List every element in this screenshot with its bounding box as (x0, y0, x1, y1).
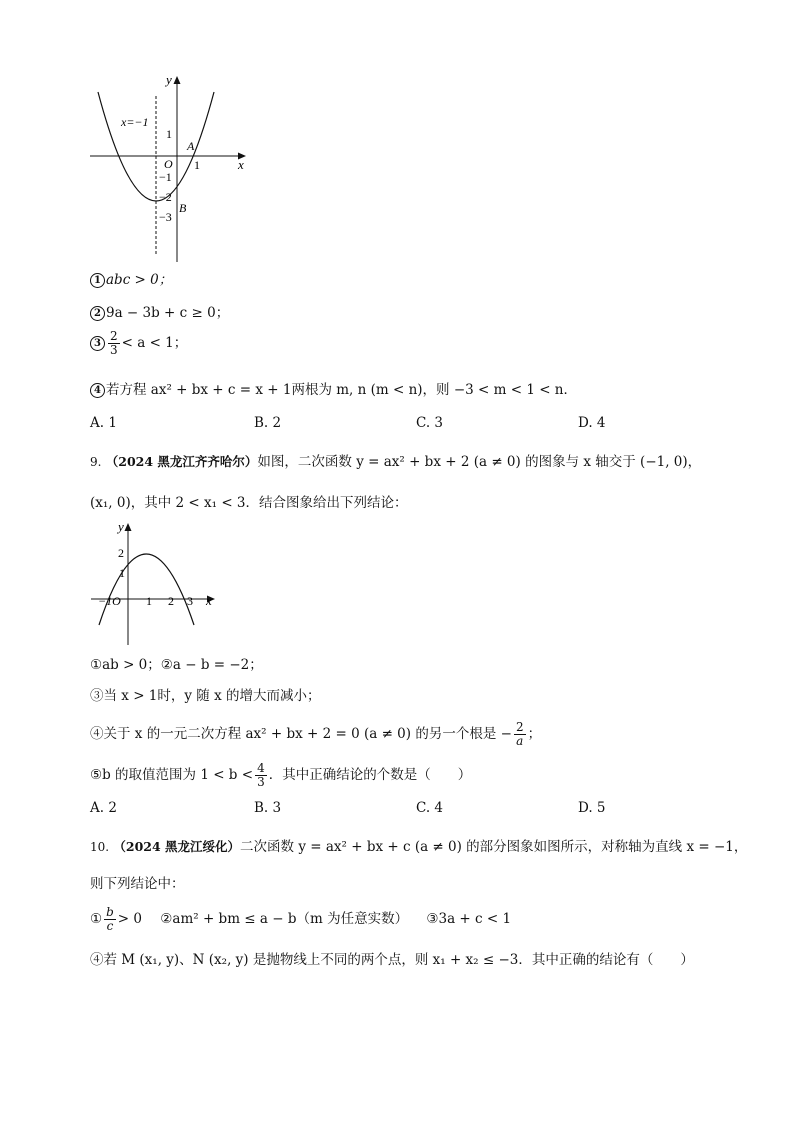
q9-option-d[interactable]: D. 5 (578, 800, 606, 816)
y-tick-1: 1 (119, 566, 125, 580)
point-a-label: A (187, 139, 195, 153)
q8-s3-text: < a < 1； (121, 335, 188, 351)
q8-s2-num: 2 (90, 306, 105, 321)
q9-number: 9. (90, 455, 102, 469)
q10-stem-2: 则下列结论中： (90, 876, 185, 892)
q10-statement-4 (90, 950, 694, 970)
q10-stem-line-1 (90, 837, 747, 857)
q10-stem-line-2 (90, 874, 185, 894)
y-axis-arrow (174, 76, 181, 84)
q9-s3: ③当 x > 1时，y 随 x 的增大而减小； (90, 688, 321, 704)
q9-s12: ①ab > 0；②a − b = −2； (90, 657, 263, 673)
q9-s5-fraction: $\frac{4}{3}$ (257, 761, 265, 789)
y-label-2: y (118, 519, 124, 534)
tick-m1: −1 (159, 170, 172, 184)
symmetry-label: x=−1 (121, 115, 149, 129)
tick-1-y: 1 (166, 127, 172, 141)
q10-number: 10. (90, 840, 110, 854)
q9-source: （2024 黑龙江齐齐哈尔） (105, 454, 258, 469)
q10-s4: ④若 M (x₁, y)、N (x₂, y) 是抛物线上不同的两个点，则 x₁ + x₂ ≤ −3．其中正确的结论有（ ） (90, 952, 694, 968)
x-label-2: x (206, 593, 212, 608)
q8-s1-num: 1 (90, 273, 105, 288)
q10-s2: ②am² + bm ≤ a − b（m 为任意实数） (160, 911, 409, 927)
q9-s4-fraction: $\frac{2}{a}$ (515, 720, 524, 748)
q8-s3-num: 3 (90, 336, 105, 351)
q9-statement-4 (90, 721, 541, 748)
q9-stem-2: (x₁, 0)，其中 2 < x₁ < 3．结合图象给出下列结论： (90, 495, 408, 511)
q10-s1-tail: > 0 (117, 911, 142, 927)
q8-option-c[interactable]: C. 3 (416, 415, 444, 431)
origin-2: −1O (98, 594, 121, 608)
y-axis-2-arrow (125, 523, 132, 531)
q10-statements-1-3 (90, 906, 511, 933)
q8-s4-num: 4 (90, 383, 105, 398)
figure-parabola-1 (88, 70, 258, 265)
q9-option-a[interactable]: A. 2 (90, 800, 117, 816)
q9-option-c[interactable]: C. 4 (416, 800, 444, 816)
x-tick-2: 2 (168, 594, 174, 608)
q10-stem-1: 二次函数 y = ax² + bx + c (a ≠ 0) 的部分图象如图所示，对称轴为直线 x = −1， (240, 839, 748, 855)
q9-stem-1: 如图，二次函数 y = ax² + bx + 2 (a ≠ 0) 的图象与 x 轴交于 (−1, 0)， (257, 454, 702, 470)
q8-statement-2 (90, 303, 229, 323)
q8-option-d[interactable]: D. 4 (578, 415, 606, 431)
q8-s1-text: abc > 0； (106, 272, 173, 288)
q8-statement-4 (90, 380, 577, 400)
q9-s5-head: ⑤b 的取值范围为 1 < b < (90, 767, 254, 783)
q8-s3-fraction: $\frac{2}{3}$ (110, 329, 118, 357)
origin-label: O (164, 157, 173, 171)
q9-statements-1-2 (90, 655, 263, 675)
x-label: x (238, 157, 244, 172)
tick-m3: −3 (159, 210, 172, 224)
q10-s1-fraction: $\frac{b}{c}$ (106, 905, 114, 933)
q9-stem-line-2 (90, 493, 408, 513)
q10-s3: ③3a + c < 1 (426, 911, 512, 927)
y-label: y (166, 72, 172, 87)
q9-statement-5 (90, 762, 471, 789)
tick-m2: −2 (159, 190, 172, 204)
q9-s4-tail: ； (527, 726, 542, 742)
q8-s2-text: 9a − 3b + c ≥ 0； (106, 305, 230, 321)
q8-statement-3 (90, 330, 187, 357)
q8-option-a[interactable]: A. 1 (90, 415, 117, 431)
q8-option-b[interactable]: B. 2 (254, 415, 282, 431)
parabola-curve-2 (99, 554, 194, 625)
q10-s1-head: ① (90, 911, 103, 927)
figure-parabola-2 (88, 518, 223, 650)
q8-s4-text: 若方程 ax² + bx + c = x + 1两根为 m, n (m < n)，则 −3 < m < 1 < n． (106, 382, 578, 398)
q9-option-b[interactable]: B. 3 (254, 800, 282, 816)
q9-s5-tail: ．其中正确结论的个数是（ ） (268, 767, 472, 783)
q9-stem-line-1 (90, 452, 701, 472)
q9-statement-3 (90, 686, 321, 706)
tick-1-x: 1 (194, 158, 200, 172)
x-tick-3: 3 (187, 594, 193, 608)
y-tick-2: 2 (118, 546, 124, 560)
q10-source: （2024 黑龙江绥化） (113, 839, 241, 854)
q8-statement-1 (90, 270, 172, 290)
point-b-label: B (179, 201, 187, 215)
q9-s4-head: ④关于 x 的一元二次方程 ax² + bx + 2 = 0 (a ≠ 0) 的另一个根是 − (90, 726, 512, 742)
x-tick-1: 1 (146, 594, 152, 608)
